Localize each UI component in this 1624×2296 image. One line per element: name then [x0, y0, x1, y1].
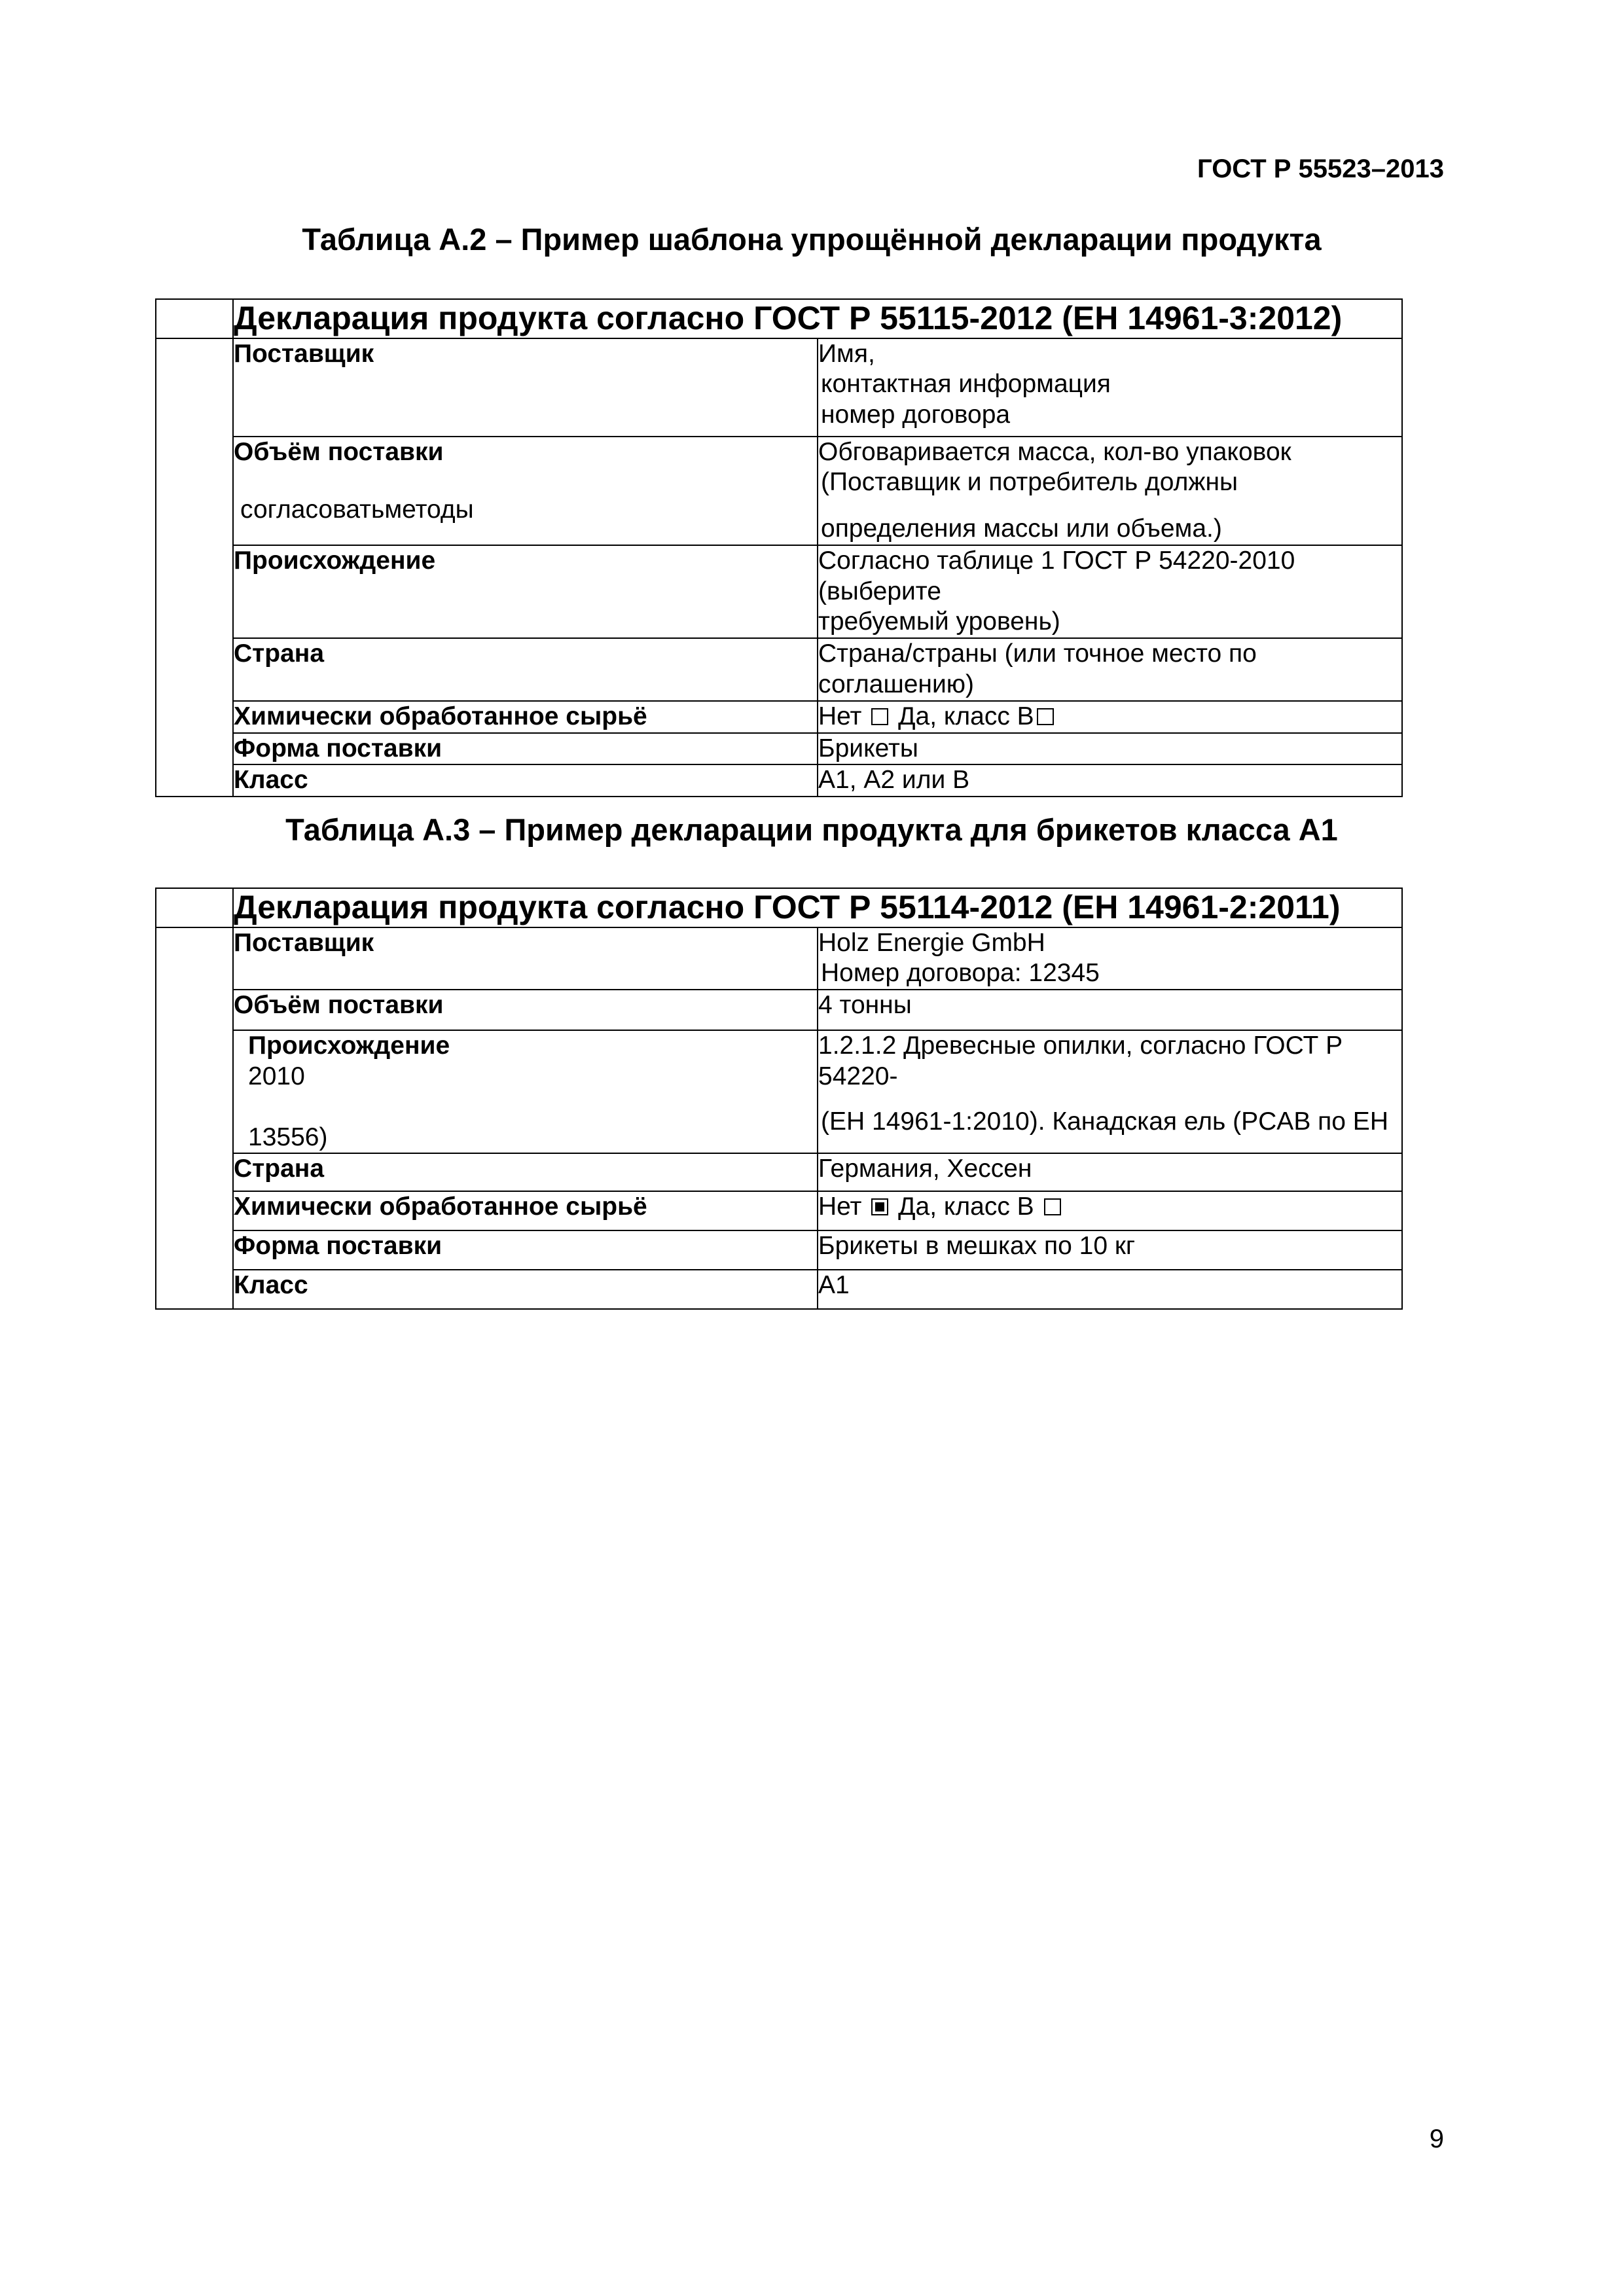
- supplier-value: Имя, контактная информация номер договора: [818, 338, 1402, 437]
- table-row: [156, 990, 1402, 1030]
- table-row: [156, 638, 1402, 701]
- table-row: [156, 701, 1402, 733]
- checkbox-yes-icon: [1037, 708, 1054, 725]
- table-a2-title: Таблица А.2 – Пример шаблона упрощённой декларации продукта: [302, 222, 1322, 257]
- table-row: [156, 1030, 1402, 1153]
- origin-value: Согласно таблице 1 ГОСТ Р 54220-2010 (выберите требуемый уровень): [818, 545, 1402, 638]
- class-label: Класс: [233, 1270, 818, 1309]
- delivery-form-value: Брикеты: [818, 733, 1402, 765]
- table-a3: [155, 888, 1403, 1310]
- table-header: Декларация продукта согласно ГОСТ Р 55115-2012 (ЕН 14961-3:2012): [233, 299, 1402, 338]
- class-value: А1: [818, 1270, 1402, 1309]
- table-row: [156, 1270, 1402, 1309]
- delivery-form-value: Брикеты в мешках по 10 кг: [818, 1230, 1402, 1270]
- origin-label: Происхождение 2010 13556): [233, 1030, 818, 1153]
- class-value: А1, А2 или В: [818, 764, 1402, 797]
- table-row: [156, 299, 1402, 338]
- supplier-value: Holz Energie GmbH Номер договора: 12345: [818, 927, 1402, 990]
- table-row: [156, 733, 1402, 765]
- chemically-treated-value: Нет Да, класс В: [818, 1191, 1402, 1230]
- class-label: Класс: [233, 764, 818, 797]
- country-label: Страна: [233, 1153, 818, 1191]
- country-value: Страна/страны (или точное место по соглашению): [818, 638, 1402, 701]
- table-row: [156, 1153, 1402, 1191]
- supplier-label: Поставщик: [233, 338, 818, 437]
- chemically-treated-label: Химически обработанное сырьё: [233, 701, 818, 733]
- document-code: ГОСТ Р 55523–2013: [1197, 154, 1444, 183]
- origin-value: 1.2.1.2 Древесные опилки, согласно ГОСТ Р 54220- (ЕН 14961-1:2010). Канадская ель (PCAB по ЕН: [818, 1030, 1402, 1153]
- chemically-treated-value: Нет Да, класс В: [818, 701, 1402, 733]
- country-label: Страна: [233, 638, 818, 701]
- delivery-form-label: Форма поставки: [233, 733, 818, 765]
- table-row: [156, 1230, 1402, 1270]
- origin-label: Происхождение: [233, 545, 818, 638]
- country-value: Германия, Хессен: [818, 1153, 1402, 1191]
- table-row: [156, 437, 1402, 545]
- table-header: Декларация продукта согласно ГОСТ Р 55114-2012 (ЕН 14961-2:2011): [233, 888, 1402, 927]
- table-row: [156, 764, 1402, 797]
- volume-label: Объём поставки: [233, 990, 818, 1030]
- volume-value: 4 тонны: [818, 990, 1402, 1030]
- table-a3-title: Таблица А.3 – Пример декларации продукта для брикетов класса А1: [285, 812, 1338, 847]
- table-row: [156, 927, 1402, 990]
- supplier-label: Поставщик: [233, 927, 818, 990]
- volume-label: Объём поставки согласоватьметоды: [233, 437, 818, 545]
- chemically-treated-label: Химически обработанное сырьё: [233, 1191, 818, 1230]
- volume-value: Обговаривается масса, кол-во упаковок (Поставщик и потребитель должны определения массы или объема.): [818, 437, 1402, 545]
- table-row: [156, 545, 1402, 638]
- page-number: 9: [1429, 2125, 1444, 2153]
- table-a2: [155, 298, 1403, 797]
- table-row: [156, 888, 1402, 927]
- volume-sub-label: согласоватьметоды: [240, 495, 474, 524]
- delivery-form-label: Форма поставки: [233, 1230, 818, 1270]
- checkbox-yes-icon: [1044, 1198, 1061, 1215]
- table-row: [156, 1191, 1402, 1230]
- table-row: [156, 338, 1402, 437]
- checkbox-no-icon: [871, 708, 888, 725]
- checkbox-no-checked-icon: [871, 1198, 888, 1215]
